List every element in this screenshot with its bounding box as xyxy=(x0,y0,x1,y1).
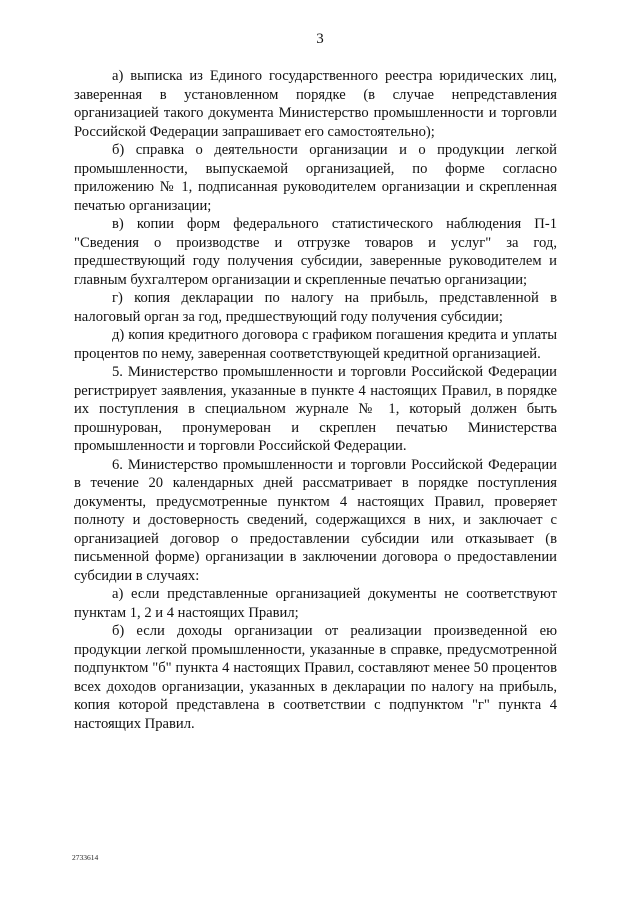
document-code: 2733614 xyxy=(72,853,99,862)
paragraph-clause-5-registration: 5. Министерство промышленности и торговли Российской Федерации регистрирует заявления, указанные в пункте 4 настоящих Правил, в порядке их поступления в специальном журнале № 1, который должен быть прошнурован, пронумерован и скреплен печатью Министерства промышленности и торговли Российской Федерации. xyxy=(74,364,557,454)
paragraph-item-v-statistical-forms: в) копии форм федерального статистического наблюдения П-1 "Сведения о производстве и отгрузке товаров и услуг" за год, предшествующий году получения субсидии, заверенные руководителем и главным бухгалтером организации и скрепленные печатью организации; xyxy=(74,216,557,288)
document-body xyxy=(74,67,557,733)
page-number: 3 xyxy=(316,31,324,47)
paragraph-item-b-activity-certificate: б) справка о деятельности организации и о продукции легкой промышленности, выпускаемой организацией, по форме согласно приложению № 1, подписанная руководителем организации и скрепленная печатью организации; xyxy=(74,142,557,214)
paragraph-refusal-case-b: б) если доходы организации от реализации произведенной ею продукции легкой промышленности, указанные в справке, предусмотренной подпунктом "б" пункта 4 настоящих Правил, составляют менее 50 процентов всех доходов организации, указанных в декларации по налогу на прибыль, копия которой представлена в соответствии с подпунктом "г" пункта 4 настоящих Правил. xyxy=(74,623,557,732)
paragraph-clause-6-review: 6. Министерство промышленности и торговли Российской Федерации в течение 20 календарных дней рассматривает в порядке поступления документы, предусмотренные пунктом 4 настоящих Правил, проверяет полноту и достоверность сведений, содержащихся в них, и заключает с организацией договор о предоставлении субсидии или отказывает (в письменной форме) организации в заключении договора о предоставлении субсидии в случаях: xyxy=(74,456,557,584)
paragraph-refusal-case-a: а) если представленные организацией документы не соответствуют пунктам 1, 2 и 4 настоящих Правил; xyxy=(74,586,557,621)
paragraph-item-g-tax-declaration: г) копия декларации по налогу на прибыль, представленной в налоговый орган за год, предшествующий году получения субсидии; xyxy=(74,290,557,325)
paragraph-item-d-credit-agreement: д) копия кредитного договора с графиком погашения кредита и уплаты процентов по нему, заверенная соответствующей кредитной организацией. xyxy=(74,327,557,362)
paragraph-item-a-egrul-extract: а) выписка из Единого государственного реестра юридических лиц, заверенная в установленном порядке (в случае непредставления организацией такого документа Министерство промышленности и торговли Российской Федерации запрашивает его самостоятельно); xyxy=(74,68,557,140)
